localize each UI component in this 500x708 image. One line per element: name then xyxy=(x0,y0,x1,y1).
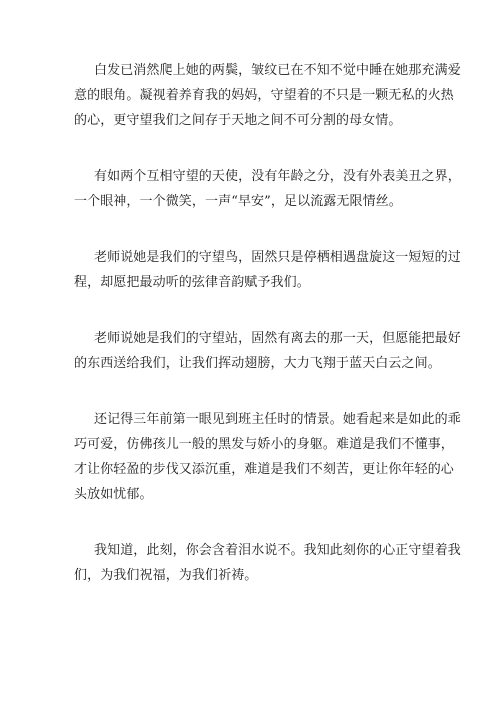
paragraph-5 xyxy=(74,407,461,507)
paragraph-line: 还记得三年前第一眼见到班主任时的情景。她看起来是如此的乖 xyxy=(94,412,461,427)
paragraph-line: 一个眼神，一个微笑，一声“早安”，足以流露无限情丝。 xyxy=(74,194,402,209)
paragraph-line: 巧可爱，仿佛孩儿一般的黑发与娇小的身躯。难道是我们不懂事， xyxy=(74,437,454,452)
paragraph-line: 有如两个互相守望的天使，没有年龄之分，没有外表美丑之界， xyxy=(94,169,461,184)
paragraph-1 xyxy=(74,58,461,133)
paragraph-line: 老师说她是我们的守望鸟，固然只是停栖相遇盘旋这一短短的过 xyxy=(94,250,461,265)
paragraph-line: 老师说她是我们的守望站，固然有离去的那一天，但愿能把最好 xyxy=(94,331,461,346)
paragraph-line: 的东西送给我们，让我们挥动翅膀，大力飞翔于蓝天白云之间。 xyxy=(74,356,441,371)
paragraph-line: 头放如忧郁。 xyxy=(74,487,153,502)
paragraph-line: 我知道，此刻，你会含着泪水说不。我知此刻你的心正守望着我 xyxy=(94,543,461,558)
document-body xyxy=(74,58,461,619)
paragraph-line: 们，为我们祝福，为我们祈祷。 xyxy=(74,568,258,583)
paragraph-line: 意的眼角。凝视着养育我的妈妈，守望着的不只是一颗无私的火热 xyxy=(74,88,454,103)
paragraph-line: 才让你轻盈的步伐又添沉重，难道是我们不刻苦，更让你年轻的心 xyxy=(74,462,454,477)
paragraph-line: 的心，更守望我们之间存于天地之间不可分割的母女情。 xyxy=(74,113,402,128)
paragraph-2 xyxy=(74,164,461,214)
paragraph-6 xyxy=(74,538,461,588)
paragraph-4 xyxy=(74,326,461,376)
paragraph-line: 白发已消然爬上她的两鬓，皱纹已在不知不觉中睡在她那充满爱 xyxy=(94,63,461,78)
paragraph-3 xyxy=(74,245,461,295)
paragraph-line: 程，却愿把最动听的弦律音韵赋予我们。 xyxy=(74,275,310,290)
